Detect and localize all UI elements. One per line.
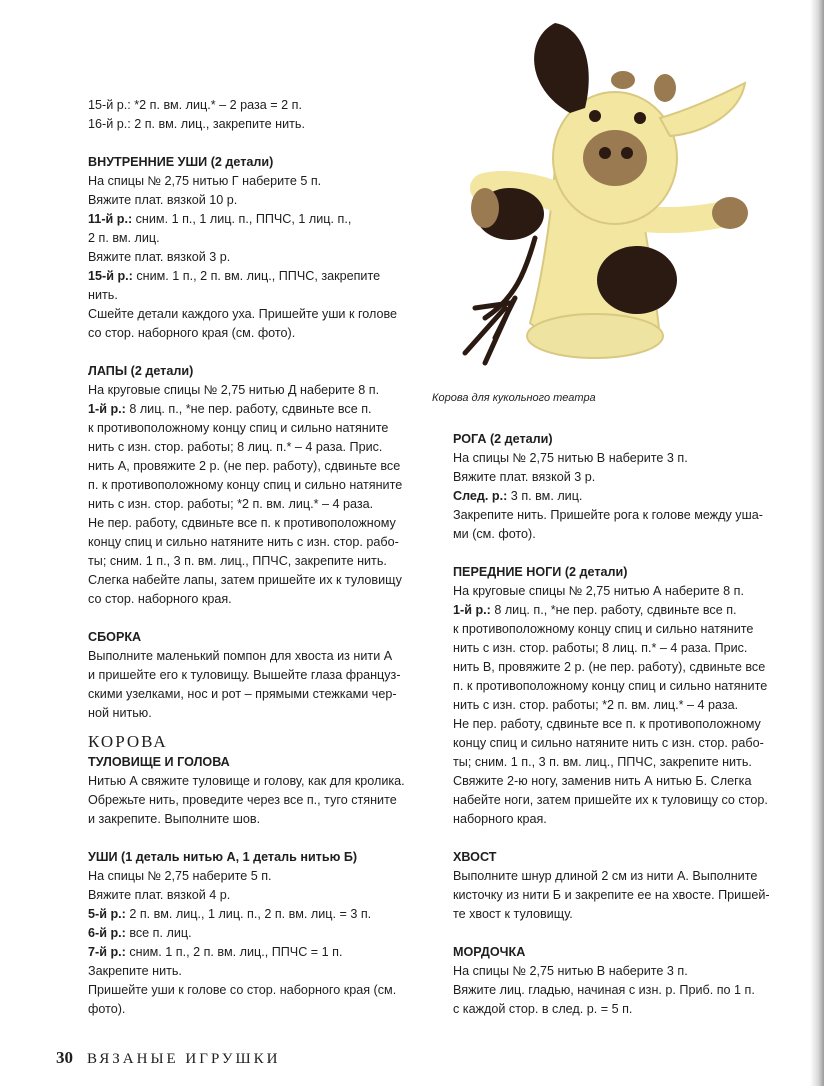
text-line: На круговые спицы № 2,75 нитью Д наберите 8 п. <box>88 383 380 397</box>
text-line: На спицы № 2,75 нитью Г наберите 5 п. <box>88 174 322 188</box>
text-line <box>88 267 438 286</box>
text-line: На спицы № 2,75 нитью В наберите 3 п. <box>453 964 688 978</box>
text-line: Слегка набейте лапы, затем пришейте их к туловищу <box>88 573 402 587</box>
text-line: концу спиц и сильно натяните нить с изн. стор. рабо- <box>88 535 399 549</box>
text-line: Вяжите лиц. гладью, начиная с изн. р. Приб. по 1 п. <box>453 983 755 997</box>
text-line: наборного края. <box>453 812 547 826</box>
row-text: 3 п. вм. лиц. <box>507 489 583 503</box>
text-line: ты; сним. 1 п., 3 п. вм. лиц., ППЧС, закрепите нить. <box>453 755 752 769</box>
paws-section <box>88 362 438 609</box>
right-eye <box>634 112 646 124</box>
section-heading: УШИ (1 деталь нитью А, 1 деталь нитью Б) <box>88 850 358 864</box>
left-column <box>88 96 438 1019</box>
text-line: нить. <box>88 288 118 302</box>
puppet-muzzle <box>583 130 647 186</box>
row-text: сним. 1 п., 2 п. вм. лиц., ППЧС, закрепите <box>132 269 381 283</box>
tail-section <box>453 848 793 924</box>
text-line: Нитью А свяжите туловище и голову, как для кролика. <box>88 774 405 788</box>
assembly-section <box>88 628 438 723</box>
left-horn <box>611 71 635 89</box>
text-line: п. к противоположному концу спиц и сильно натяните <box>88 478 403 492</box>
text-line: кисточку из нити Б и закрепите ее на хвосте. Пришей- <box>453 888 770 902</box>
left-eye <box>589 110 601 122</box>
text-line: с каждой стор. в след. р. = 5 п. <box>453 1002 633 1016</box>
text-line: Закрепите нить. <box>88 964 182 978</box>
text-line: нить В, провяжите 2 р. (не пер. работу), сдвиньте все <box>453 660 766 674</box>
row-text: 2 п. вм. лиц., 1 лиц. п., 2 п. вм. лиц. = 3 п. <box>125 907 372 921</box>
text-line: со стор. наборного края. <box>88 592 232 606</box>
muzzle-section <box>453 943 793 1019</box>
text-line <box>88 943 438 962</box>
row-text: все п. лиц. <box>125 926 192 940</box>
page-footer <box>56 1048 281 1068</box>
row-label: 11-й р.: <box>88 212 133 226</box>
right-column <box>453 430 793 1019</box>
tail-cord <box>465 238 535 363</box>
text-line: Сшейте детали каждого уха. Пришейте уши к голове <box>88 307 398 321</box>
text-line: Закрепите нить. Пришейте рога к голове между уша- <box>453 508 763 522</box>
text-line: Вяжите плат. вязкой 3 р. <box>88 250 231 264</box>
text-line: скими узелками, нос и рот – прямыми стежками чер- <box>88 687 397 701</box>
row-label: 7-й р.: <box>88 945 126 959</box>
row-text: сним. 1 п., 2 п. вм. лиц., ППЧС = 1 п. <box>125 945 343 959</box>
section-heading: СБОРКА <box>88 630 142 644</box>
text-line <box>88 210 438 229</box>
text-line: На круговые спицы № 2,75 нитью А наберите 8 п. <box>453 584 744 598</box>
text-line: Выполните маленький помпон для хвоста из нити А <box>88 649 393 663</box>
text-line: те хвост к туловищу. <box>453 907 573 921</box>
text-line: На спицы № 2,75 наберите 5 п. <box>88 869 272 883</box>
text-line: Выполните шнур длиной 2 см из нити А. Выполните <box>453 869 758 883</box>
text-line: Вяжите плат. вязкой 4 р. <box>88 888 231 902</box>
text-line <box>88 400 438 419</box>
body-spot <box>597 246 677 314</box>
text-line: Вяжите плат. вязкой 10 р. <box>88 193 238 207</box>
section-heading: ВНУТРЕННИЕ УШИ (2 детали) <box>88 155 274 169</box>
text-line: Обрежьте нить, проведите через все п., туго стяните <box>88 793 397 807</box>
page-spine-shadow <box>810 0 824 1086</box>
section-heading: МОРДОЧКА <box>453 945 526 959</box>
row-label: 6-й р.: <box>88 926 126 940</box>
horns-section <box>453 430 793 544</box>
text-line: нить с изн. стор. работы; *2 п. вм. лиц.* – 4 раза. <box>453 698 739 712</box>
section-heading: ХВОСТ <box>453 850 497 864</box>
right-horn <box>654 74 676 102</box>
text-line: нить с изн. стор. работы; 8 лиц. п.* – 4 раза. Прис. <box>88 440 383 454</box>
section-heading: ЛАПЫ (2 детали) <box>88 364 194 378</box>
text-line: 16-й р.: 2 п. вм. лиц., закрепите нить. <box>88 117 305 131</box>
left-ear <box>534 23 589 113</box>
row-text: сним. 1 п., 1 лиц. п., ППЧС, 1 лиц. п., <box>132 212 352 226</box>
text-line: и закрепите. Выполните шов. <box>88 812 261 826</box>
text-line: со стор. наборного края (см. фото). <box>88 326 296 340</box>
text-line: набейте ноги, затем пришейте их к туловищу со стор. <box>453 793 768 807</box>
ears-section <box>88 848 438 1019</box>
text-line: нить А, провяжите 2 р. (не пер. работу), сдвиньте все <box>88 459 401 473</box>
text-line <box>453 487 793 506</box>
puppet-cuff <box>527 314 663 358</box>
text-line: к противоположному концу спиц и сильно натяните <box>453 622 754 636</box>
text-line: Свяжите 2-ю ногу, заменив нить А нитью Б. Слегка <box>453 774 752 788</box>
text-line: фото). <box>88 1002 126 1016</box>
text-line <box>453 601 793 620</box>
body-head-section <box>88 753 438 829</box>
text-line <box>88 905 438 924</box>
row-text: 8 лиц. п., *не пер. работу, сдвиньте все п. <box>490 603 737 617</box>
text-line: нить с изн. стор. работы; 8 лиц. п.* – 4 раза. Прис. <box>453 641 748 655</box>
text-line: ми (см. фото). <box>453 527 536 541</box>
text-line: ты; сним. 1 п., 3 п. вм. лиц., ППЧС, закрепите нить. <box>88 554 387 568</box>
text-line: нить с изн. стор. работы; *2 п. вм. лиц.* – 4 раза. <box>88 497 374 511</box>
text-line: концу спиц и сильно натяните нить с изн. стор. рабо- <box>453 736 764 750</box>
row-label: 5-й р.: <box>88 907 126 921</box>
cow-puppet-photo <box>455 18 755 378</box>
text-line: Вяжите плат. вязкой 3 р. <box>453 470 596 484</box>
page-number: 30 <box>56 1048 73 1067</box>
inner-ears-section <box>88 153 438 343</box>
section-heading: ТУЛОВИЩЕ И ГОЛОВА <box>88 755 230 769</box>
row-label: 1-й р.: <box>88 402 126 416</box>
cow-section-title: КОРОВА <box>88 732 168 751</box>
text-line: и пришейте его к туловищу. Вышейте глаза француз- <box>88 668 401 682</box>
row-label: 1-й р.: <box>453 603 491 617</box>
book-title: ВЯЗАНЫЕ ИГРУШКИ <box>87 1051 281 1067</box>
text-line: 2 п. вм. лиц. <box>88 231 160 245</box>
text-line: Не пер. работу, сдвиньте все п. к противоположному <box>453 717 761 731</box>
section-heading: ПЕРЕДНИЕ НОГИ (2 детали) <box>453 565 628 579</box>
section-heading: РОГА (2 детали) <box>453 432 553 446</box>
row-label: След. р.: <box>453 489 508 503</box>
text-line: ной нитью. <box>88 706 152 720</box>
text-line: к противоположному концу спиц и сильно натяните <box>88 421 389 435</box>
photo-caption: Корова для кукольного театра <box>432 392 596 404</box>
text-line: п. к противоположному концу спиц и сильно натяните <box>453 679 768 693</box>
text-line: На спицы № 2,75 нитью В наберите 3 п. <box>453 451 688 465</box>
front-legs-section <box>453 563 793 829</box>
text-line: Пришейте уши к голове со стор. наборного края (см. <box>88 983 397 997</box>
row-text: 8 лиц. п., *не пер. работу, сдвиньте все п. <box>125 402 372 416</box>
row-label: 15-й р.: <box>88 269 133 283</box>
text-line: Не пер. работу, сдвиньте все п. к противоположному <box>88 516 396 530</box>
text-line <box>88 924 438 943</box>
right-hoof <box>712 197 748 229</box>
text-line: 15-й р.: *2 п. вм. лиц.* – 2 раза = 2 п. <box>88 98 302 112</box>
